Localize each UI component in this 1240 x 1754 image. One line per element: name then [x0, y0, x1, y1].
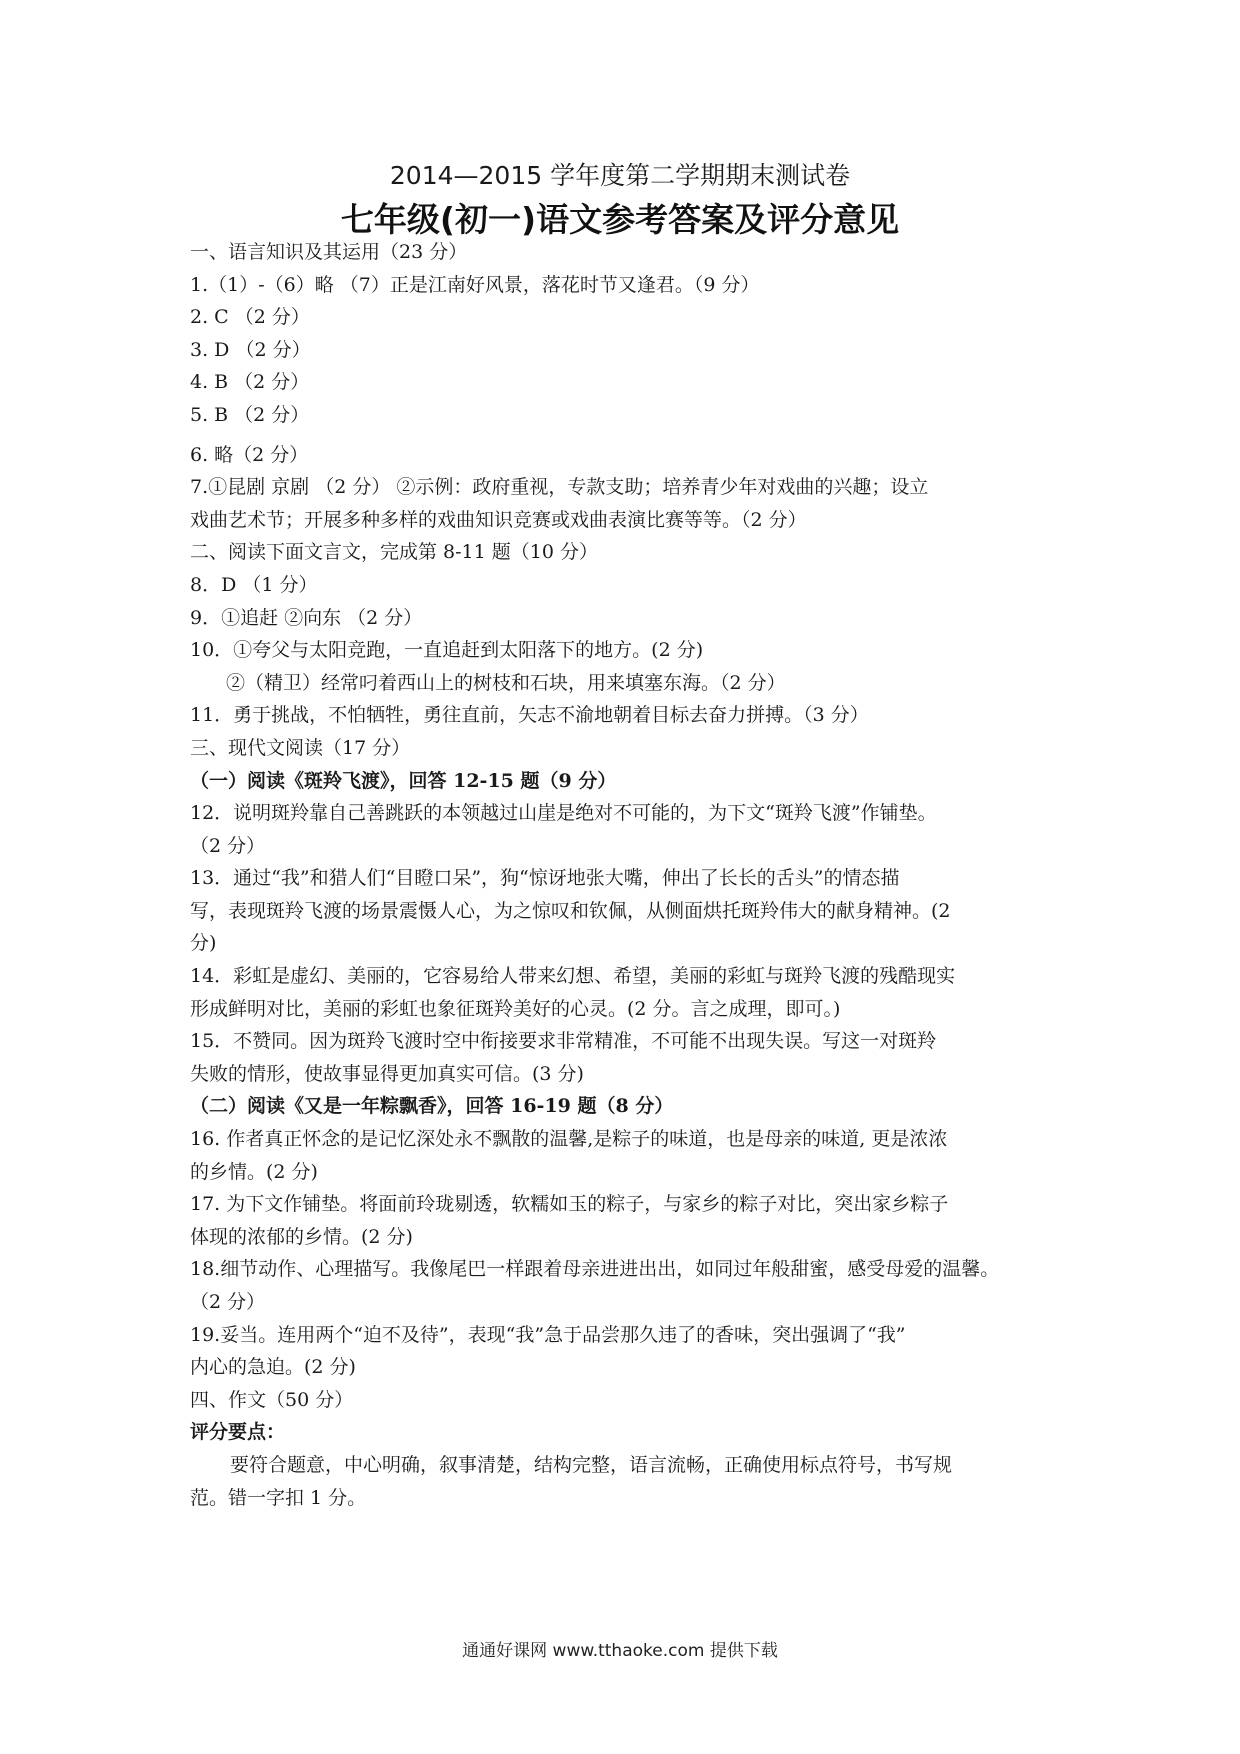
answer-line: 体现的浓郁的乡情。(2 分)	[190, 1225, 413, 1248]
section-heading-3: 三、现代文阅读（17 分）	[190, 736, 411, 759]
answer-line: 15．不赞同。因为斑羚飞渡时空中衔接要求非常精准，不可能不出现失误。写这一对斑羚	[190, 1030, 937, 1053]
answer-line: 19.妥当。连用两个“迫不及待”，表现“我”急于品尝那久违了的香味，突出强调了“我”	[190, 1323, 906, 1346]
answer-line: 17. 为下文作铺垫。将面前玲珑剔透，软糯如玉的粽子，与家乡的粽子对比，突出家乡粽子	[190, 1193, 949, 1216]
answer-line: 写，表现斑羚飞渡的场景震慑人心，为之惊叹和钦佩，从侧面烘托斑羚伟大的献身精神。(2	[190, 899, 951, 922]
answer-line: 4. B （2 分）	[190, 371, 310, 394]
answer-line: 8．D （1 分）	[190, 573, 318, 596]
answer-line: 16. 作者真正怀念的是记忆深处永不飘散的温馨,是粽子的味道，也是母亲的味道, 更是浓浓	[190, 1128, 948, 1151]
answer-line: 11．勇于挑战，不怕牺牲，勇往直前，矢志不渝地朝着目标去奋力拼搏。（3 分）	[190, 704, 869, 727]
exam-subtitle: 七年级(初一)语文参考答案及评分意见	[340, 200, 900, 239]
answer-line: 9．①追赶 ②向东 （2 分）	[190, 606, 423, 629]
answer-line: 10．①夸父与太阳竞跑，一直追赶到太阳落下的地方。(2 分)	[190, 639, 704, 662]
exam-title: 2014—2015 学年度第二学期期末测试卷	[389, 161, 851, 190]
answer-line: 形成鲜明对比，美丽的彩虹也象征斑羚美好的心灵。(2 分。言之成理，即可。)	[190, 997, 841, 1020]
answer-line: 2. C （2 分）	[190, 306, 310, 329]
answer-line: 18.细节动作、心理描写。我像尾巴一样跟着母亲进进出出，如同过年般甜蜜，感受母爱的温馨。	[190, 1258, 1000, 1281]
grading-points-text: 范。错一字扣 1 分。	[190, 1486, 367, 1509]
answer-line: 戏曲艺术节；开展多种多样的戏曲知识竞赛或戏曲表演比赛等等。（2 分）	[190, 508, 807, 531]
answer-line: （2 分）	[190, 1291, 266, 1313]
answer-line: 12．说明斑羚靠自己善跳跃的本领越过山崖是绝对不可能的，为下文“斑羚飞渡”作铺垫。	[190, 802, 937, 825]
answer-line: 失败的情形，使故事显得更加真实可信。(3 分)	[190, 1062, 584, 1085]
answer-line: ②（精卫）经常叼着西山上的树枝和石块，用来填塞东海。（2 分）	[226, 671, 786, 694]
section-heading-1: 一、语言知识及其运用（23 分）	[190, 241, 468, 263]
answer-line: 7.①昆剧 京剧 （2 分） ②示例：政府重视，专款支助；培养青少年对戏曲的兴趣；设立	[190, 476, 929, 499]
answer-line: 14．彩虹是虚幻、美丽的，它容易给人带来幻想、希望，美丽的彩虹与斑羚飞渡的残酷现实	[190, 965, 956, 988]
answer-line: 内心的急迫。(2 分)	[190, 1356, 356, 1379]
subsection-heading: （一）阅读《斑羚飞渡》，回答 12-15 题（9 分）	[190, 769, 617, 792]
answer-line: 1.（1）-（6）略 （7）正是江南好风景，落花时节又逢君。（9 分）	[190, 273, 760, 296]
answer-line: （2 分）	[190, 834, 266, 857]
answer-line: 3. D （2 分）	[190, 338, 311, 361]
grading-points-heading: 评分要点：	[190, 1421, 286, 1444]
section-heading-4: 四、作文（50 分）	[190, 1388, 354, 1411]
answer-line: 5. B （2 分）	[190, 403, 310, 426]
grading-points-text: 要符合题意，中心明确，叙事清楚，结构完整，语言流畅，正确使用标点符号，书写规	[230, 1453, 953, 1476]
download-footer: 通通好课网 www.tthaoke.com 提供下载	[462, 1641, 778, 1661]
answer-line: 的乡情。(2 分)	[190, 1160, 318, 1183]
subsection-heading: （二）阅读《又是一年粽飘香》，回答 16-19 题（8 分）	[190, 1095, 674, 1118]
answer-line: 分)	[190, 932, 217, 955]
answer-line: 13．通过“我”和猎人们“目瞪口呆”，狗“惊讶地张大嘴，伸出了长长的舌头”的情态描	[190, 867, 900, 890]
answer-line: 6. 略（2 分）	[190, 443, 309, 466]
answer-content	[190, 236, 1060, 1514]
section-heading-2: 二、阅读下面文言文，完成第 8-11 题（10 分）	[190, 541, 598, 564]
